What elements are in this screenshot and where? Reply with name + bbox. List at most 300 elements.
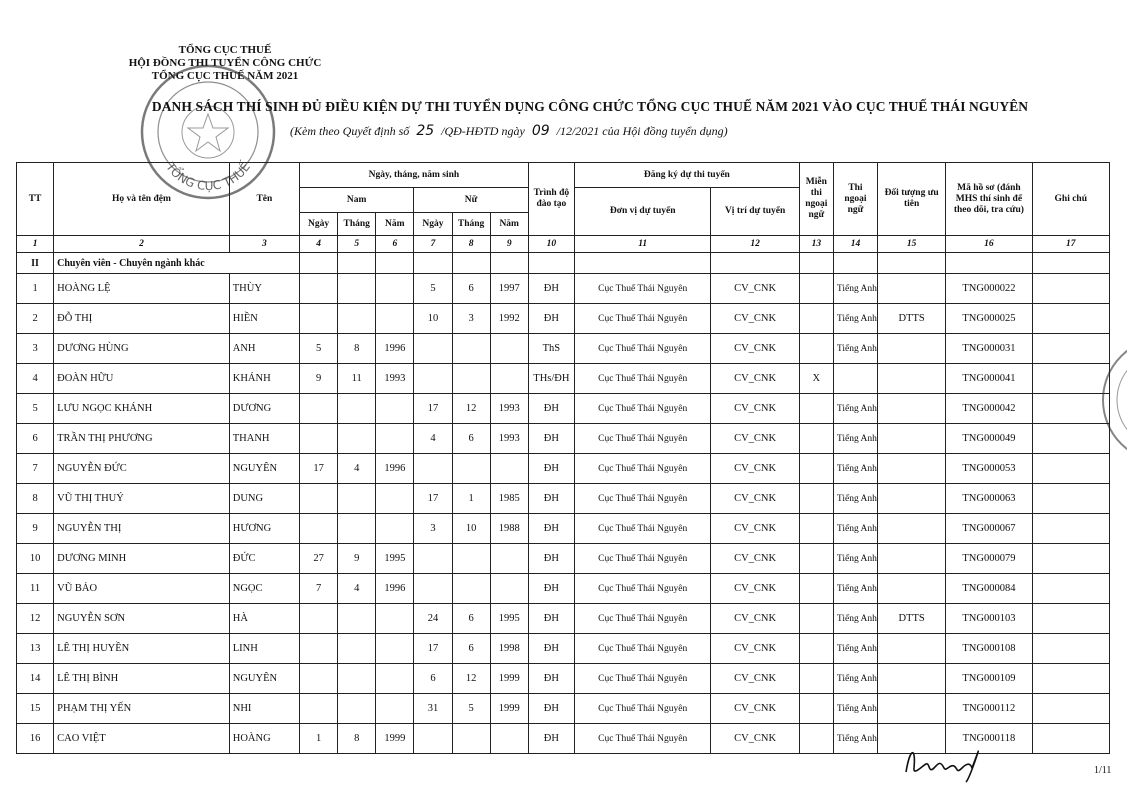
row-male-day	[300, 484, 338, 514]
row-vi-tri: CV_CNK	[711, 604, 799, 634]
row-trinh-do: ĐH	[528, 634, 574, 664]
row-male-month	[338, 394, 376, 424]
row-female-day	[414, 574, 452, 604]
table-row	[17, 634, 1110, 664]
row-mien-thi	[799, 694, 833, 724]
row-vi-tri: CV_CNK	[711, 514, 799, 544]
table-row	[17, 484, 1110, 514]
row-ho-dem: VŨ THỊ THUÝ	[54, 484, 230, 514]
row-male-year	[376, 394, 414, 424]
row-male-year	[376, 694, 414, 724]
row-female-year	[490, 334, 528, 364]
row-female-year	[490, 454, 528, 484]
row-ma-ho-so: TNG000067	[946, 514, 1032, 544]
row-female-year: 1998	[490, 634, 528, 664]
document-subtitle	[290, 123, 990, 139]
row-ho-dem: CAO VIỆT	[54, 724, 230, 754]
col-number: 4	[300, 236, 338, 253]
row-ho-dem: HOÀNG LỆ	[54, 274, 230, 304]
row-female-year	[490, 364, 528, 394]
row-male-day: 9	[300, 364, 338, 394]
row-male-month: 8	[338, 334, 376, 364]
row-doi-tuong	[878, 454, 946, 484]
table-row	[17, 334, 1110, 364]
row-ma-ho-so: TNG000112	[946, 694, 1032, 724]
row-don-vi: Cục Thuế Thái Nguyên	[574, 634, 710, 664]
row-ghi-chu	[1032, 334, 1109, 364]
row-ho-dem: DƯƠNG MINH	[54, 544, 230, 574]
row-ten: LINH	[229, 634, 299, 664]
row-trinh-do: ĐH	[528, 544, 574, 574]
row-ghi-chu	[1032, 364, 1109, 394]
row-male-year: 1995	[376, 544, 414, 574]
col-mien: Miễn thi ngoại ngữ	[799, 163, 833, 236]
row-female-day: 6	[414, 664, 452, 694]
col-nu-ngay: Ngày	[414, 213, 452, 236]
row-mien-thi	[799, 574, 833, 604]
row-trinh-do: ĐH	[528, 394, 574, 424]
col-nu-thang: Tháng	[452, 213, 490, 236]
row-vi-tri: CV_CNK	[711, 574, 799, 604]
row-ma-ho-so: TNG000109	[946, 664, 1032, 694]
row-don-vi: Cục Thuế Thái Nguyên	[574, 724, 710, 754]
row-don-vi: Cục Thuế Thái Nguyên	[574, 304, 710, 334]
row-male-month: 4	[338, 574, 376, 604]
table-row	[17, 364, 1110, 394]
table-row	[17, 694, 1110, 724]
row-ma-ho-so: TNG000049	[946, 424, 1032, 454]
candidate-table	[16, 162, 1110, 754]
row-ho-dem: ĐOÀN HỮU	[54, 364, 230, 394]
row-female-day: 10	[414, 304, 452, 334]
row-male-month	[338, 604, 376, 634]
col-ten: Tên	[229, 163, 299, 236]
row-thi-ngoai-ngu: Tiếng Anh	[833, 514, 877, 544]
row-male-year: 1996	[376, 574, 414, 604]
row-ten: NHI	[229, 694, 299, 724]
row-doi-tuong	[878, 394, 946, 424]
org-line-2: HỘI ĐỒNG THI TUYỂN CÔNG CHỨC	[128, 57, 322, 69]
row-vi-tri: CV_CNK	[711, 724, 799, 754]
row-ten: KHÁNH	[229, 364, 299, 394]
row-don-vi: Cục Thuế Thái Nguyên	[574, 664, 710, 694]
col-number: 15	[878, 236, 946, 253]
row-ten: NGỌC	[229, 574, 299, 604]
row-ten: HOÀNG	[229, 724, 299, 754]
row-female-year	[490, 724, 528, 754]
org-line-1: TỔNG CỤC THUẾ	[178, 44, 272, 56]
column-number-row	[17, 236, 1110, 253]
row-ma-ho-so: TNG000025	[946, 304, 1032, 334]
row-don-vi: Cục Thuế Thái Nguyên	[574, 574, 710, 604]
row-male-month	[338, 424, 376, 454]
row-ghi-chu	[1032, 394, 1109, 424]
row-tt: 10	[17, 544, 54, 574]
row-male-month	[338, 304, 376, 334]
row-male-day: 5	[300, 334, 338, 364]
decision-number: 25	[416, 123, 435, 139]
row-female-day: 17	[414, 394, 452, 424]
row-male-month	[338, 274, 376, 304]
row-trinh-do: ĐH	[528, 274, 574, 304]
row-ghi-chu	[1032, 274, 1109, 304]
row-female-month: 6	[452, 634, 490, 664]
section-label: Chuyên viên - Chuyên ngành khác	[54, 253, 300, 274]
row-doi-tuong: DTTS	[878, 604, 946, 634]
org-line-3: TỔNG CỤC THUẾ NĂM 2021	[151, 70, 299, 82]
row-female-day: 31	[414, 694, 452, 724]
row-ghi-chu	[1032, 694, 1109, 724]
row-ten: ANH	[229, 334, 299, 364]
row-trinh-do: ĐH	[528, 484, 574, 514]
row-thi-ngoai-ngu: Tiếng Anh	[833, 394, 877, 424]
row-vi-tri: CV_CNK	[711, 334, 799, 364]
col-nu: Nữ	[414, 188, 528, 213]
subtitle-prefix: (Kèm theo Quyết định số	[290, 124, 410, 138]
row-male-month	[338, 514, 376, 544]
row-thi-ngoai-ngu: Tiếng Anh	[833, 334, 877, 364]
row-male-month: 4	[338, 454, 376, 484]
row-female-day	[414, 724, 452, 754]
row-tt: 4	[17, 364, 54, 394]
row-ma-ho-so: TNG000103	[946, 604, 1032, 634]
row-doi-tuong	[878, 514, 946, 544]
row-male-day	[300, 604, 338, 634]
row-female-year: 1999	[490, 664, 528, 694]
row-tt: 16	[17, 724, 54, 754]
row-male-day	[300, 424, 338, 454]
row-female-year: 1993	[490, 424, 528, 454]
row-male-month: 11	[338, 364, 376, 394]
row-ma-ho-so: TNG000022	[946, 274, 1032, 304]
seal-text: TỔNG CỤC THUẾ	[163, 160, 253, 194]
row-female-day: 17	[414, 484, 452, 514]
row-trinh-do: ĐH	[528, 604, 574, 634]
row-ten: NGUYÊN	[229, 664, 299, 694]
col-number: 16	[946, 236, 1032, 253]
row-ho-dem: NGUYỄN SƠN	[54, 604, 230, 634]
row-doi-tuong	[878, 634, 946, 664]
subtitle-suffix: /12/2021 của Hội đồng tuyển dụng)	[556, 124, 728, 138]
row-female-month: 6	[452, 604, 490, 634]
row-female-month: 12	[452, 394, 490, 424]
col-number: 13	[799, 236, 833, 253]
row-tt: 6	[17, 424, 54, 454]
row-ma-ho-so: TNG000108	[946, 634, 1032, 664]
row-ten: DUNG	[229, 484, 299, 514]
row-don-vi: Cục Thuế Thái Nguyên	[574, 364, 710, 394]
row-female-day	[414, 364, 452, 394]
row-ghi-chu	[1032, 724, 1109, 754]
row-mien-thi	[799, 664, 833, 694]
row-trinh-do: ThS	[528, 334, 574, 364]
row-don-vi: Cục Thuế Thái Nguyên	[574, 424, 710, 454]
col-number: 5	[338, 236, 376, 253]
row-ma-ho-so: TNG000053	[946, 454, 1032, 484]
row-ghi-chu	[1032, 574, 1109, 604]
row-vi-tri: CV_CNK	[711, 424, 799, 454]
row-female-month: 6	[452, 274, 490, 304]
row-female-year: 1985	[490, 484, 528, 514]
row-male-day	[300, 694, 338, 724]
row-ma-ho-so: TNG000031	[946, 334, 1032, 364]
row-male-year: 1996	[376, 454, 414, 484]
row-ho-dem: NGUYỄN ĐỨC	[54, 454, 230, 484]
row-female-year: 1992	[490, 304, 528, 334]
row-vi-tri: CV_CNK	[711, 304, 799, 334]
row-ten: NGUYÊN	[229, 454, 299, 484]
row-male-month: 9	[338, 544, 376, 574]
section-code: II	[17, 253, 54, 274]
row-female-day	[414, 454, 452, 484]
row-ghi-chu	[1032, 514, 1109, 544]
row-female-year: 1993	[490, 394, 528, 424]
row-ho-dem: VŨ BẢO	[54, 574, 230, 604]
row-trinh-do: ĐH	[528, 424, 574, 454]
row-ma-ho-so: TNG000042	[946, 394, 1032, 424]
row-male-year	[376, 484, 414, 514]
row-trinh-do: ĐH	[528, 694, 574, 724]
row-thi-ngoai-ngu: Tiếng Anh	[833, 454, 877, 484]
row-female-month	[452, 724, 490, 754]
row-mien-thi	[799, 454, 833, 484]
row-female-month: 12	[452, 664, 490, 694]
col-doi-tuong: Đối tượng ưu tiên	[878, 163, 946, 236]
row-male-year	[376, 424, 414, 454]
row-ten: HƯƠNG	[229, 514, 299, 544]
row-ma-ho-so: TNG000063	[946, 484, 1032, 514]
row-ghi-chu	[1032, 634, 1109, 664]
row-tt: 12	[17, 604, 54, 634]
row-ho-dem: DƯƠNG HÙNG	[54, 334, 230, 364]
row-thi-ngoai-ngu: Tiếng Anh	[833, 574, 877, 604]
col-number: 6	[376, 236, 414, 253]
handwritten-signature	[900, 738, 990, 788]
table-row	[17, 604, 1110, 634]
col-number: 7	[414, 236, 452, 253]
row-don-vi: Cục Thuế Thái Nguyên	[574, 604, 710, 634]
row-doi-tuong	[878, 424, 946, 454]
row-tt: 7	[17, 454, 54, 484]
col-number: 17	[1032, 236, 1109, 253]
row-mien-thi: X	[799, 364, 833, 394]
document-title: DANH SÁCH THÍ SINH ĐỦ ĐIỀU KIỆN DỰ THI TUYỂN DỤNG CÔNG CHỨC TỔNG CỤC THUẾ NĂM 2021 VÀO CỤC THUẾ THÁI NGUYÊN	[151, 99, 1029, 114]
row-tt: 5	[17, 394, 54, 424]
row-ghi-chu	[1032, 544, 1109, 574]
subtitle-middle: /QĐ-HĐTD ngày	[441, 124, 525, 138]
table-row	[17, 424, 1110, 454]
col-don-vi: Đơn vị dự tuyển	[574, 188, 710, 236]
row-vi-tri: CV_CNK	[711, 544, 799, 574]
row-trinh-do: THs/ĐH	[528, 364, 574, 394]
decision-day: 09	[531, 123, 550, 139]
col-vi-tri: Vị trí dự tuyển	[711, 188, 799, 236]
row-tt: 11	[17, 574, 54, 604]
row-female-year: 1997	[490, 274, 528, 304]
row-mien-thi	[799, 334, 833, 364]
row-ten: THANH	[229, 424, 299, 454]
row-mien-thi	[799, 424, 833, 454]
col-ghi-chu: Ghi chú	[1032, 163, 1109, 236]
row-male-day: 7	[300, 574, 338, 604]
col-number: 10	[528, 236, 574, 253]
row-male-month	[338, 634, 376, 664]
row-doi-tuong	[878, 574, 946, 604]
row-vi-tri: CV_CNK	[711, 274, 799, 304]
table-row	[17, 514, 1110, 544]
row-ho-dem: PHẠM THỊ YẾN	[54, 694, 230, 724]
row-mien-thi	[799, 724, 833, 754]
row-tt: 3	[17, 334, 54, 364]
col-nam-ngay: Ngày	[300, 213, 338, 236]
col-number: 11	[574, 236, 710, 253]
row-doi-tuong	[878, 334, 946, 364]
row-vi-tri: CV_CNK	[711, 364, 799, 394]
row-male-year	[376, 274, 414, 304]
row-female-day	[414, 544, 452, 574]
col-dang-ky: Đăng ký dự thi tuyển	[574, 163, 799, 188]
table-row	[17, 394, 1110, 424]
row-trinh-do: ĐH	[528, 724, 574, 754]
row-ma-ho-so: TNG000118	[946, 724, 1032, 754]
row-male-month	[338, 694, 376, 724]
row-thi-ngoai-ngu: Tiếng Anh	[833, 634, 877, 664]
row-doi-tuong	[878, 664, 946, 694]
row-male-month	[338, 664, 376, 694]
row-ten: HIỀN	[229, 304, 299, 334]
row-ma-ho-so: TNG000041	[946, 364, 1032, 394]
row-male-year: 1996	[376, 334, 414, 364]
col-number: 9	[490, 236, 528, 253]
section-row	[17, 253, 1110, 274]
row-tt: 9	[17, 514, 54, 544]
row-male-year	[376, 604, 414, 634]
row-male-day	[300, 394, 338, 424]
row-ho-dem: LÊ THỊ BÌNH	[54, 664, 230, 694]
col-thi-nn: Thi ngoại ngữ	[833, 163, 877, 236]
row-thi-ngoai-ngu: Tiếng Anh	[833, 304, 877, 334]
table-row	[17, 664, 1110, 694]
row-male-month: 8	[338, 724, 376, 754]
row-female-month: 6	[452, 424, 490, 454]
col-dob-group: Ngày, tháng, năm sinh	[300, 163, 529, 188]
row-ma-ho-so: TNG000084	[946, 574, 1032, 604]
row-mien-thi	[799, 634, 833, 664]
row-ho-dem: ĐỖ THỊ	[54, 304, 230, 334]
row-female-day: 5	[414, 274, 452, 304]
row-female-month	[452, 364, 490, 394]
col-number: 14	[833, 236, 877, 253]
row-thi-ngoai-ngu: Tiếng Anh	[833, 694, 877, 724]
row-vi-tri: CV_CNK	[711, 484, 799, 514]
row-thi-ngoai-ngu: Tiếng Anh	[833, 484, 877, 514]
row-male-year: 1993	[376, 364, 414, 394]
row-male-day: 17	[300, 454, 338, 484]
row-mien-thi	[799, 544, 833, 574]
row-tt: 15	[17, 694, 54, 724]
col-number: 8	[452, 236, 490, 253]
row-doi-tuong	[878, 274, 946, 304]
row-female-year: 1988	[490, 514, 528, 544]
row-vi-tri: CV_CNK	[711, 454, 799, 484]
row-ten: DƯƠNG	[229, 394, 299, 424]
row-ten: ĐỨC	[229, 544, 299, 574]
col-number: 2	[54, 236, 230, 253]
row-thi-ngoai-ngu	[833, 364, 877, 394]
row-ghi-chu	[1032, 604, 1109, 634]
row-female-month	[452, 334, 490, 364]
row-male-day	[300, 634, 338, 664]
row-female-day: 4	[414, 424, 452, 454]
col-ma-ho-so: Mã hồ sơ (đánh MHS thí sinh để theo dõi, tra cứu)	[946, 163, 1032, 236]
page-number: 1/11	[1094, 765, 1112, 776]
row-female-day	[414, 334, 452, 364]
row-female-day: 17	[414, 634, 452, 664]
row-doi-tuong	[878, 364, 946, 394]
row-ten: THÙY	[229, 274, 299, 304]
row-ghi-chu	[1032, 424, 1109, 454]
row-mien-thi	[799, 304, 833, 334]
row-doi-tuong: DTTS	[878, 304, 946, 334]
row-tt: 2	[17, 304, 54, 334]
col-tt: TT	[17, 163, 54, 236]
row-thi-ngoai-ngu: Tiếng Anh	[833, 664, 877, 694]
row-thi-ngoai-ngu: Tiếng Anh	[833, 724, 877, 754]
row-male-day	[300, 664, 338, 694]
row-tt: 13	[17, 634, 54, 664]
row-don-vi: Cục Thuế Thái Nguyên	[574, 394, 710, 424]
row-male-year	[376, 304, 414, 334]
row-female-month	[452, 574, 490, 604]
row-male-day: 1	[300, 724, 338, 754]
row-trinh-do: ĐH	[528, 304, 574, 334]
row-female-month	[452, 454, 490, 484]
table-row	[17, 304, 1110, 334]
row-ho-dem: LÊ THỊ HUYỀN	[54, 634, 230, 664]
row-ho-dem: TRẦN THỊ PHƯƠNG	[54, 424, 230, 454]
row-thi-ngoai-ngu: Tiếng Anh	[833, 424, 877, 454]
row-mien-thi	[799, 604, 833, 634]
row-female-month: 10	[452, 514, 490, 544]
row-trinh-do: ĐH	[528, 514, 574, 544]
row-don-vi: Cục Thuế Thái Nguyên	[574, 694, 710, 724]
col-number: 1	[17, 236, 54, 253]
row-female-year: 1995	[490, 604, 528, 634]
row-ma-ho-so: TNG000079	[946, 544, 1032, 574]
row-mien-thi	[799, 514, 833, 544]
row-thi-ngoai-ngu: Tiếng Anh	[833, 544, 877, 574]
row-female-month: 1	[452, 484, 490, 514]
table-row	[17, 274, 1110, 304]
table-row	[17, 544, 1110, 574]
row-female-month: 5	[452, 694, 490, 724]
row-female-month	[452, 544, 490, 574]
table-row	[17, 454, 1110, 484]
row-thi-ngoai-ngu: Tiếng Anh	[833, 604, 877, 634]
row-mien-thi	[799, 274, 833, 304]
row-tt: 1	[17, 274, 54, 304]
col-number: 12	[711, 236, 799, 253]
row-ghi-chu	[1032, 304, 1109, 334]
row-male-day	[300, 514, 338, 544]
row-male-year	[376, 514, 414, 544]
row-trinh-do: ĐH	[528, 664, 574, 694]
row-ten: HÀ	[229, 604, 299, 634]
row-vi-tri: CV_CNK	[711, 394, 799, 424]
row-male-month	[338, 484, 376, 514]
row-don-vi: Cục Thuế Thái Nguyên	[574, 334, 710, 364]
row-don-vi: Cục Thuế Thái Nguyên	[574, 454, 710, 484]
